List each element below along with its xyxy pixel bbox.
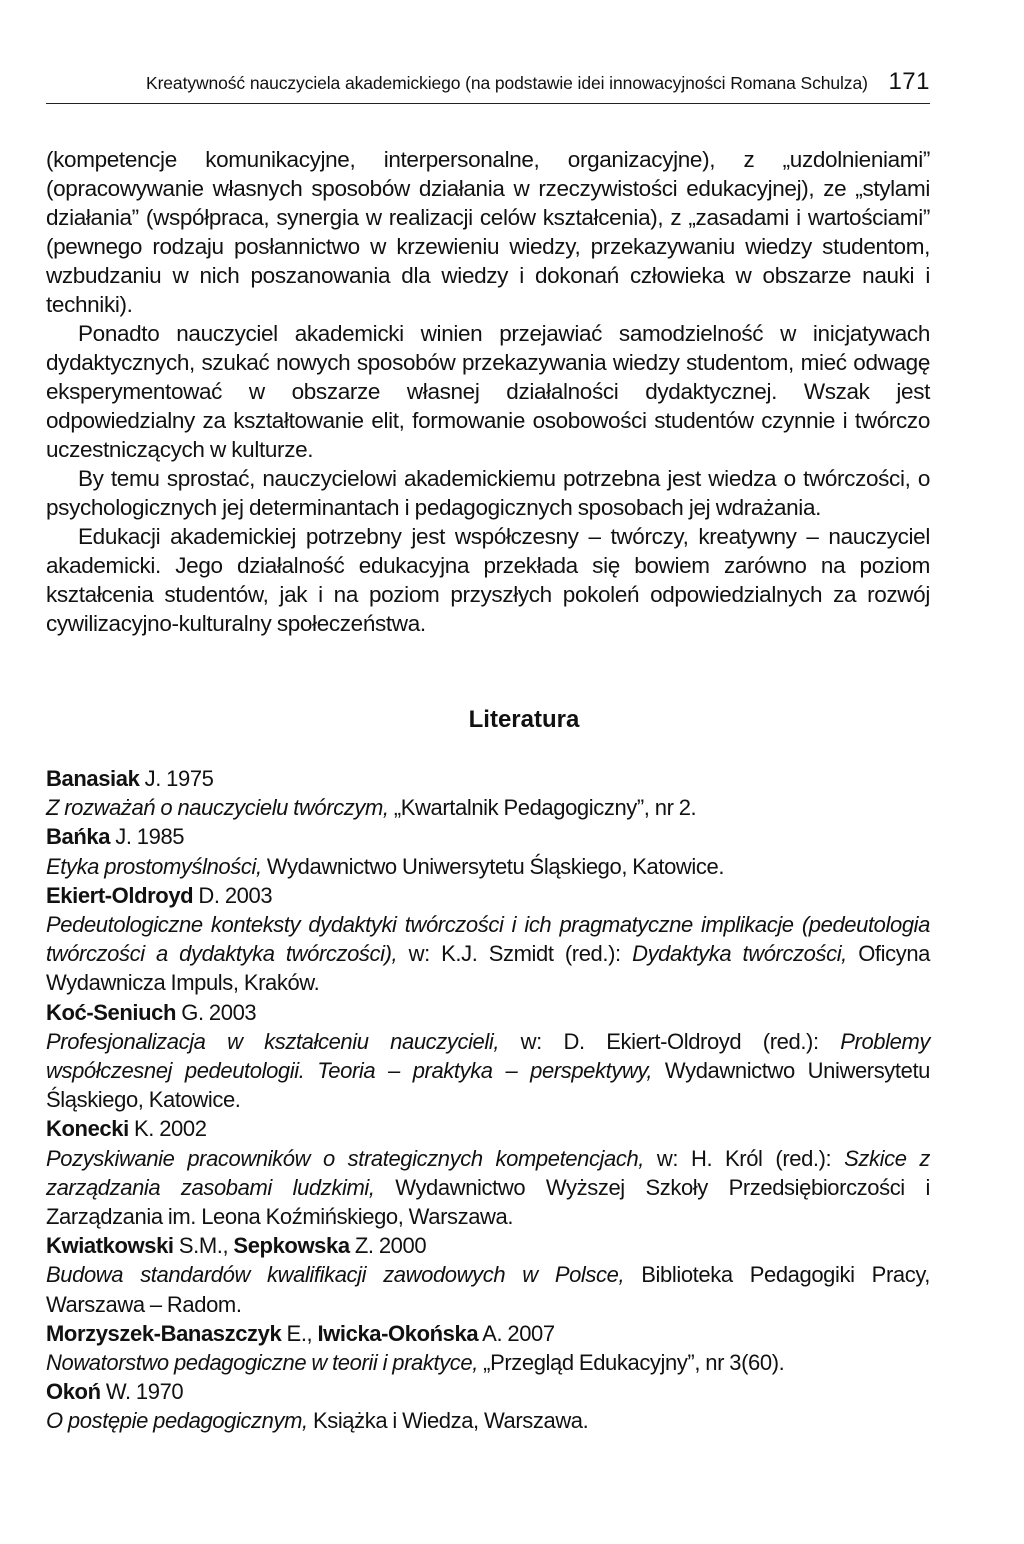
reference-author-line [46,1377,930,1406]
reference-year: D. 2003 [193,882,273,908]
reference-entry [46,998,930,1115]
reference-publisher: w: D. Ekiert-Oldroyd (red.): [499,1028,841,1054]
reference-title: Budowa standardów kwalifikacji zawodowych w Polsce, [46,1262,625,1288]
reference-entry [46,1231,930,1319]
reference-publisher: Książka i Wiedza, Warszawa. [307,1408,589,1434]
reference-body [46,852,930,881]
reference-author: Morzyszek-Banaszczyk [46,1320,282,1346]
reference-entry [46,1377,930,1435]
reference-title: Etyka prostomyślności, [46,853,262,879]
reference-year: K. 2002 [128,1116,207,1142]
running-header [46,68,930,96]
reference-year: G. 2003 [176,999,257,1025]
reference-body [46,1348,930,1377]
reference-publisher: w: H. Król (red.): [644,1145,845,1171]
reference-author: Koć-Seniuch [46,999,177,1025]
reference-author: Konecki [46,1116,129,1142]
reference-list [46,764,930,1436]
reference-body [46,1144,930,1232]
reference-body [46,910,930,998]
reference-title: Nowatorstwo pedagogiczne w teorii i praktyce, [46,1350,478,1376]
reference-publisher: Biblioteka Pedagogiki Pracy, Warszawa – Radom. [46,1262,930,1317]
reference-initials: E., [281,1320,318,1346]
reference-title: Pozyskiwanie pracowników o strategicznych kompetencjach, [46,1145,645,1171]
paragraph: Ponadto nauczyciel akademicki winien przejawiać samodzielność w inicjatywach dydaktycznych, szukać nowych sposobów przekazywania wiedzy studentom, mieć odwagę eksperymentować w obszarze własnej działalności dydaktycznej. Wszak jest odpowiedzialny za kształtowanie elit, formowanie osobowości studentów czynnie i twórczo uczestniczących w kulturze. [46,321,930,462]
reference-year: W. 1970 [100,1379,184,1405]
reference-coauthor: Iwicka-Okońska [317,1320,479,1346]
reference-publisher-2: Wydawnictwo Uniwersytetu Śląskiego, Katowice. [46,1058,930,1113]
paragraph: (kompetencje komunikacyjne, interpersonalne, organizacyjne), z „uzdolnieniami” (opracowywanie własnych sposobów działania w rzeczywistości edukacyjnej), ze „stylami działania” (współpraca, synergia w realizacji celów kształcenia), z „zasadami i wartościami” (pewnego rodzaju posłannictwo w krzewieniu wiedzy, przekazywaniu wiedzy studentom, wzbudzaniu w nich poszanowania dla wiedzy i dokonań człowieka w obszarze nauki i techniki). [46,147,930,317]
paragraph: By temu sprostać, nauczycielowi akademickiemu potrzebna jest wiedza o twórczości, o psychologicznych jej determinantach i pedagogicznych sposobach jej wdrażania. [46,466,930,520]
reference-entry [46,881,930,998]
reference-title: Profesjonalizacja w kształceniu nauczycieli, [46,1028,500,1054]
reference-author: Okoń [46,1379,101,1405]
reference-author-line [46,1231,930,1260]
paragraph: Edukacji akademickiej potrzebny jest współczesny – twórczy, kreatywny – nauczyciel akademicki. Jego działalność edukacyjna przekłada się bowiem zarówno na poziom kształcenia studentów, jak i na poziom przyszłych pokoleń odpowiedzialnych za rozwój cywilizacyjno-kulturalny społeczeństwa. [46,524,930,636]
reference-initials: S.M., [173,1233,234,1259]
reference-publisher: „Przegląd Edukacyjny”, nr 3(60). [477,1350,785,1376]
reference-author: Kwiatkowski [46,1233,174,1259]
reference-book-title: Problemy współczesnej pedeutologii. Teoria – praktyka – perspektywy, [46,1028,930,1084]
section-title-text: Literatura [468,706,580,733]
reference-entry [46,764,930,822]
reference-entry [46,1114,930,1231]
running-header-title: Kreatywność nauczyciela akademickiego (na podstawie idei innowacyjności Romana Schulza) [146,73,868,93]
reference-coauthor: Sepkowska [233,1233,350,1259]
reference-body [46,793,930,822]
reference-publisher-2: Wydawnictwo Wyższej Szkoły Przedsiębiorczości i Zarządzania im. Leona Koźmińskiego, Warszawa. [46,1174,930,1230]
reference-publisher: „Kwartalnik Pedagogiczny”, nr 2. [388,795,697,821]
reference-body [46,1260,930,1318]
reference-author-line [46,881,930,910]
reference-body [46,1406,930,1435]
reference-entry [46,822,930,880]
reference-entry [46,1319,930,1377]
reference-year: J. 1975 [139,766,214,791]
reference-book-title: Szkice z zarządzania zasobami ludzkimi, [46,1145,930,1200]
reference-author-line [46,1319,930,1348]
page-number: 171 [888,68,930,95]
header-rule [46,103,930,104]
reference-body [46,1027,930,1115]
reference-author: Banasiak [46,766,140,791]
reference-author-line [46,822,930,851]
reference-publisher: w: K.J. Szmidt (red.): [397,941,633,967]
reference-year: A. 2007 [478,1320,555,1346]
reference-author-line [46,998,930,1027]
reference-author: Ekiert-Oldroyd [46,882,194,908]
reference-year: Z. 2000 [349,1233,427,1259]
reference-publisher: Wydawnictwo Uniwersytetu Śląskiego, Katowice. [261,853,725,879]
reference-title: Z rozważań o nauczycielu twórczym, [46,795,389,821]
reference-year: J. 1985 [110,824,185,850]
reference-title: Pedeutologiczne konteksty dydaktyki twórczości i ich pragmatyczne implikacje (pedeutologia twórczości a dydaktyka twórczości), [46,912,930,967]
reference-author-line [46,764,930,793]
reference-author-line [46,1114,930,1143]
reference-title: O postępie pedagogicznym, [46,1408,308,1434]
reference-book-title: Dydaktyka twórczości, [632,941,847,967]
section-title [46,706,930,734]
body-text [46,145,930,638]
reference-author: Bańka [46,824,111,850]
reference-publisher-2: Oficyna Wydawnicza Impuls, Kraków. [46,941,931,996]
